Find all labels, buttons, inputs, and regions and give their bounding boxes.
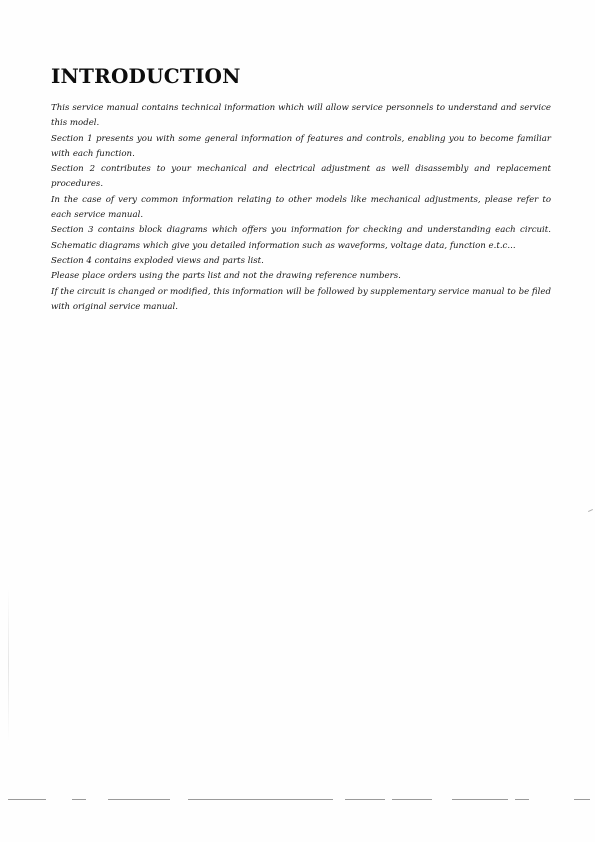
scan-artifact-line (0, 798, 595, 804)
paragraph-line: Section 1 presents you with some general information of features and controls, enabling you to become familiar with each function. (51, 133, 551, 159)
scan-mark (345, 799, 385, 800)
paragraph-line: Section 3 contains block diagrams which offers you information for checking and understanding each circuit. Schematic diagrams which give you detailed information such as waveforms, voltage data, function e.t.c... (51, 225, 551, 251)
scan-mark (188, 799, 333, 800)
scan-mark (515, 799, 529, 800)
paragraph-line: Please place orders using the parts list and not the drawing reference numbers. (51, 271, 401, 282)
scan-mark (452, 799, 508, 800)
paragraph-line: Section 2 contributes to your mechanical and electrical adjustment as well disassembly and replacement procedures. (51, 164, 551, 190)
scan-mark (574, 799, 590, 800)
scan-mark (8, 799, 46, 800)
scan-mark (392, 799, 432, 800)
scan-mark (108, 799, 170, 800)
page-title: INTRODUCTION (51, 64, 241, 88)
paragraph-line: If the circuit is changed or modified, this information will be followed by supplementary service manual to be filed with original service manual. (51, 286, 551, 312)
scan-edge-shadow (8, 585, 9, 745)
introduction-body (51, 101, 551, 315)
scan-edge-mark (588, 509, 593, 512)
paragraph-line: In the case of very common information relating to other models like mechanical adjustments, please refer to each service manual. (51, 194, 551, 221)
paragraph-line: Section 4 contains exploded views and parts list. (51, 255, 264, 266)
paragraph-line: This service manual contains technical information which will allow service personnels to understand and service this model. (51, 103, 551, 129)
scan-mark (72, 799, 86, 800)
